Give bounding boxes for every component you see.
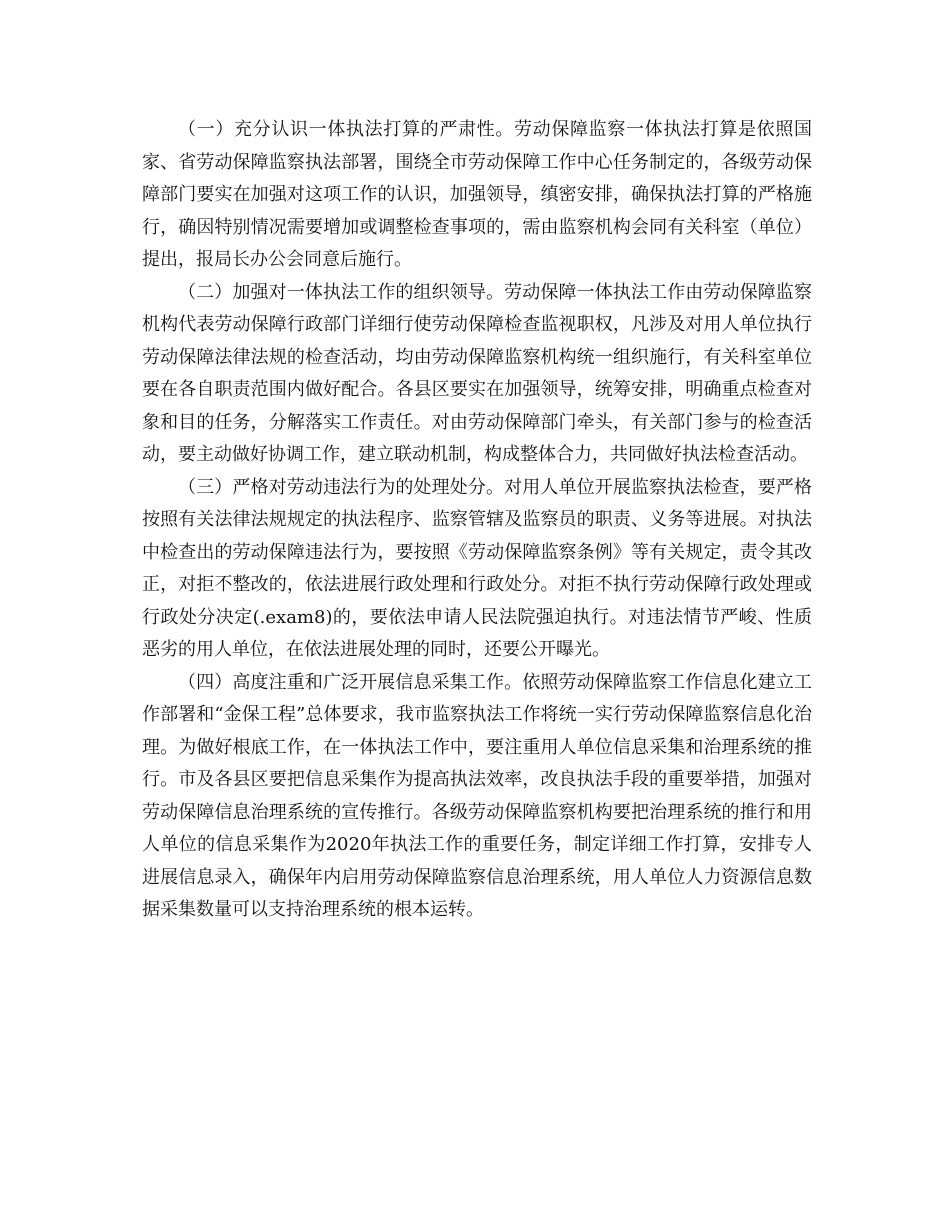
- paragraph-3: （三）严格对劳动违法行为的处理处分。对用人单位开展监察执法检查，要严格按照有关法律法规规定的执法程序、监察管辖及监察员的职责、义务等进展。对执法中检查出的劳动保障违法行为，要按照《劳动保障监察条例》等有关规定，责令其改正，对拒不整改的，依法进展行政处理和行政处分。对拒不执行劳动保障行政处理或行政处分决定(.exam8)的，要依法申请人民法院强迫执行。对违法情节严峻、性质恶劣的用人单位，在依法进展处理的同时，还要公开曝光。: [142, 476, 812, 660]
- paragraph-1: （一）充分认识一体执法打算的严肃性。劳动保障监察一体执法打算是依照国家、省劳动保障监察执法部署，围绕全市劳动保障工作中心任务制定的，各级劳动保障部门要实在加强对这项工作的认识，加强领导，缜密安排，确保执法打算的严格施行，确因特别情况需要增加或调整检查事项的，需由监察机构会同有关科室（单位）提出，报局长办公会同意后施行。: [142, 119, 812, 270]
- document-body: [142, 114, 812, 927]
- paragraph-2: （二）加强对一体执法工作的组织领导。劳动保障一体执法工作由劳动保障监察机构代表劳动保障行政部门详细行使劳动保障检查监视职权，凡涉及对用人单位执行劳动保障法律法规的检查活动，均由劳动保障监察机构统一组织施行，有关科室单位要在各自职责范围内做好配合。各县区要实在加强领导，统筹安排，明确重点检查对象和目的任务，分解落实工作责任。对由劳动保障部门牵头，有关部门参与的检查活动，要主动做好协调工作，建立联动机制，构成整体合力，共同做好执法检查活动。: [142, 281, 812, 465]
- paragraph-4: （四）高度注重和广泛开展信息采集工作。依照劳动保障监察工作信息化建立工作部署和“金保工程”总体要求，我市监察执法工作将统一实行劳动保障监察信息化治理。为做好根底工作，在一体执法工作中，要注重用人单位信息采集和治理系统的推行。市及各县区要把信息采集作为提高执法效率，改良执法手段的重要举措，加强对劳动保障信息治理系统的宣传推行。各级劳动保障监察机构要把治理系统的推行和用人单位的信息采集作为2020年执法工作的重要任务，制定详细工作打算，安排专人进展信息录入，确保年内启用劳动保障监察信息治理系统，用人单位人力资源信息数据采集数量可以支持治理系统的根本运转。: [142, 671, 812, 920]
